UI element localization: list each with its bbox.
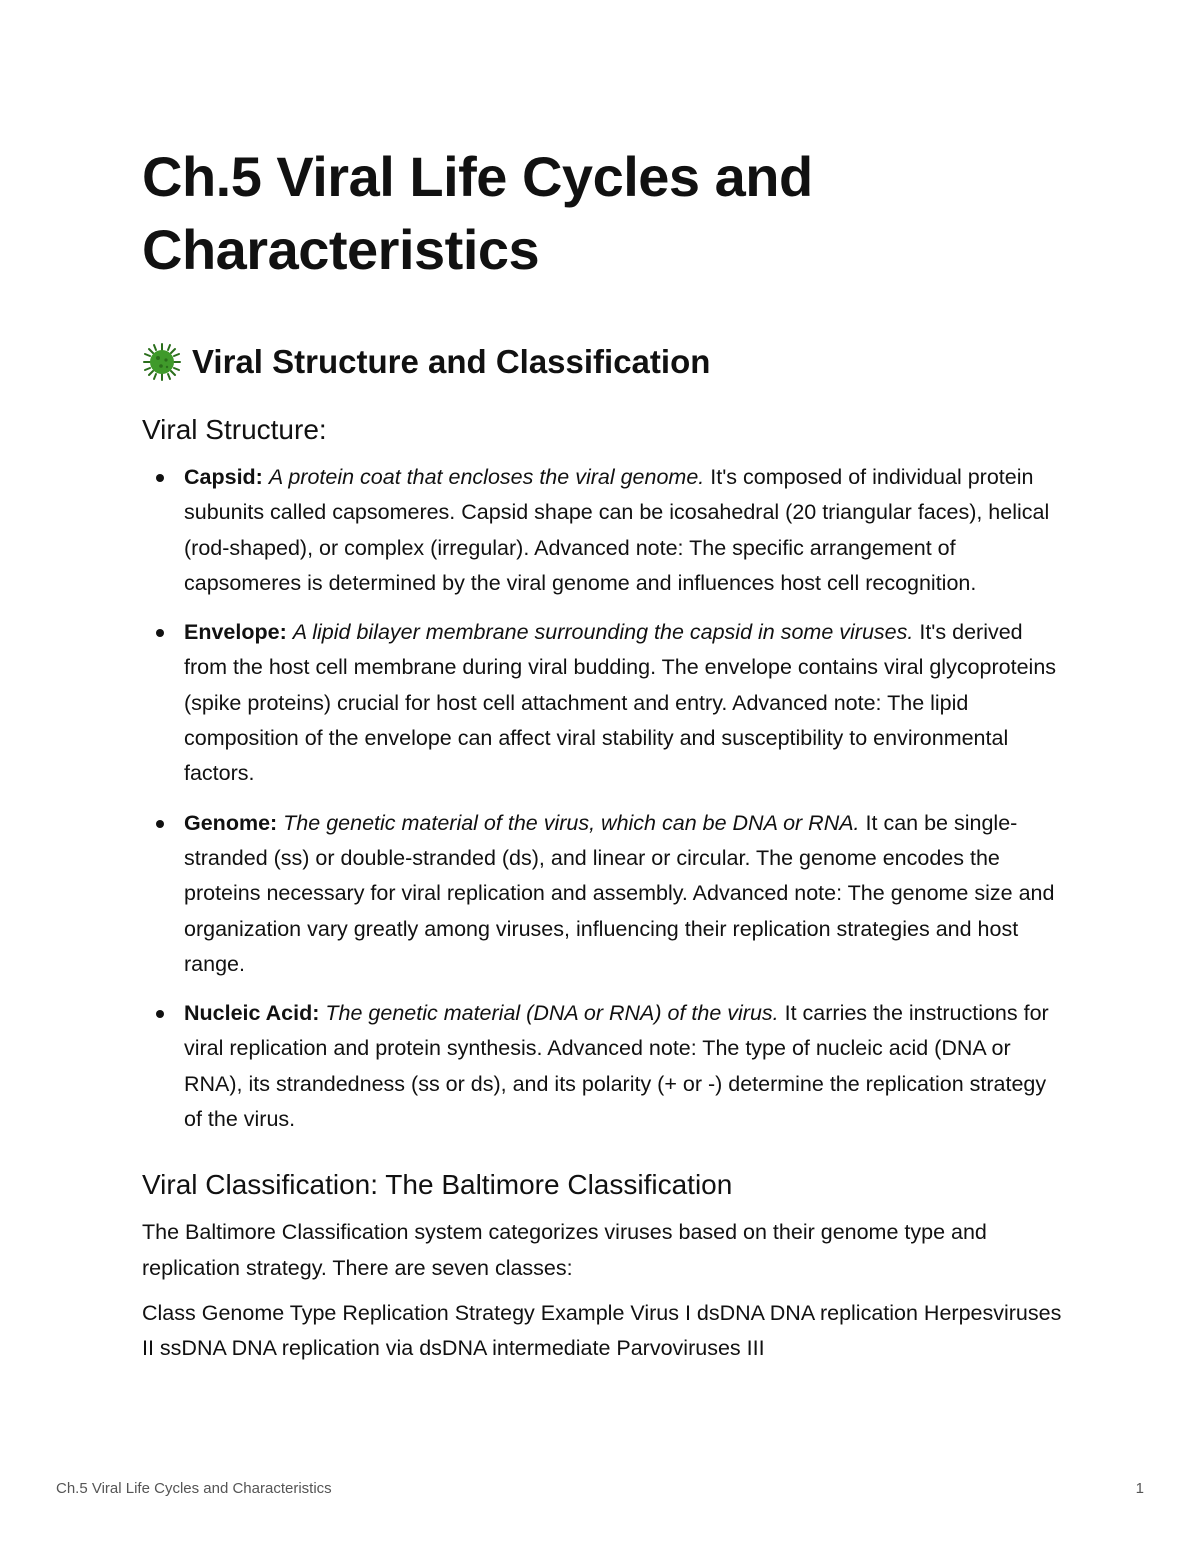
list-item	[142, 806, 1062, 982]
list-item	[142, 460, 1062, 601]
term-capsid: Capsid:	[184, 465, 263, 489]
classification-intro: The Baltimore Classification system categorizes viruses based on their genome type and replication strategy. There are seven classes:	[142, 1220, 987, 1280]
list-item	[142, 615, 1062, 791]
definition-capsid: A protein coat that encloses the viral genome.	[268, 465, 705, 489]
footer-page-number: 1	[1135, 1480, 1144, 1497]
structure-list	[142, 460, 1062, 1137]
term-nucleic-acid: Nucleic Acid:	[184, 1001, 320, 1026]
section-heading-text: Viral Structure and Classification	[192, 343, 711, 380]
bullet-dot	[156, 474, 164, 482]
document-page	[142, 140, 1062, 1367]
list-item	[142, 996, 1062, 1137]
classification-heading: Viral Classification: The Baltimore Classification	[142, 1169, 733, 1201]
virus-icon	[142, 342, 182, 382]
page-title: Ch.5 Viral Life Cycles and Characteristics	[142, 145, 813, 281]
section-heading	[142, 338, 1062, 386]
viral-structure-heading: Viral Structure:	[142, 414, 327, 445]
classification-table-text: Class Genome Type Replication Strategy Example Virus I dsDNA DNA replication Herpesviruses II ssDNA DNA replication via dsDNA intermediate Parvoviruses III	[142, 1300, 1062, 1361]
text-nucleic-acid: It carries the instructions for viral replication and protein synthesis. Advanced note: The type of nucleic acid (DNA or RNA), its strandedness (ss or ds), and its polarity (+ or -) determine the replication strategy of the virus.	[184, 1001, 1049, 1132]
text-genome: It can be single-stranded (ss) or double-stranded (ds), and linear or circular. The genome encodes the proteins necessary for viral replication and assembly. Advanced note: The genome size and organization vary greatly among viruses, influencing their replication strategies and host range.	[184, 810, 1055, 976]
definition-envelope: A lipid bilayer membrane surrounding the capsid in some viruses.	[292, 620, 914, 645]
bullet-dot	[156, 1010, 164, 1018]
term-genome: Genome:	[184, 810, 278, 835]
bullet-dot	[156, 629, 164, 637]
term-envelope: Envelope:	[184, 620, 287, 645]
definition-genome: The genetic material of the virus, which can be DNA or RNA.	[283, 810, 860, 835]
footer-title: Ch.5 Viral Life Cycles and Characteristics	[56, 1480, 332, 1497]
bullet-dot	[156, 820, 164, 828]
text-capsid: It's composed of individual protein subunits called capsomeres. Capsid shape can be icosahedral (20 triangular faces), helical (rod-shaped), or complex (irregular). Advanced note: The specific arrangement of capsomeres is determined by the viral genome and influences host cell recognition.	[184, 465, 1050, 595]
text-envelope: It's derived from the host cell membrane during viral budding. The envelope contains viral glycoproteins (spike proteins) crucial for host cell attachment and entry. Advanced note: The lipid composition of the envelope can affect viral stability and susceptibility to environmental factors.	[184, 620, 1057, 786]
definition-nucleic-acid: The genetic material (DNA or RNA) of the virus.	[325, 1001, 779, 1026]
